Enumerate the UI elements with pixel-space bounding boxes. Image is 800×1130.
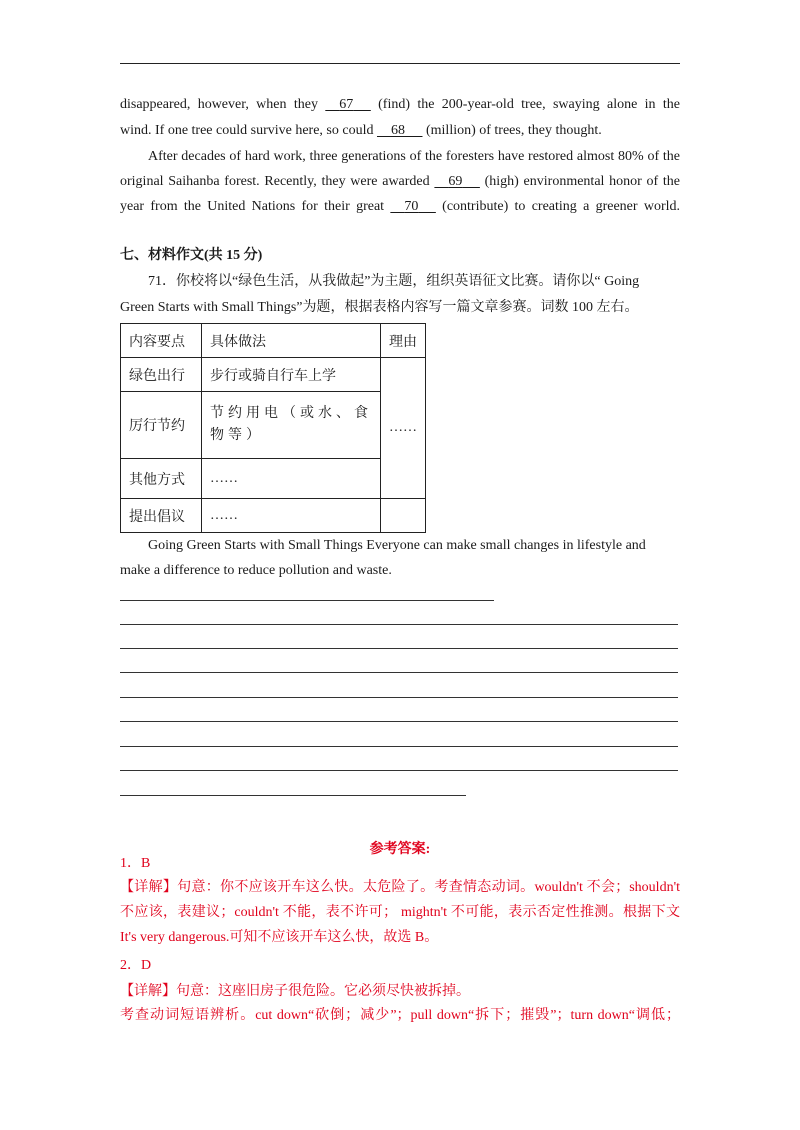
table-cell-point: 提出倡议	[121, 499, 202, 533]
passage-line-1: disappeared, however, when they 67 (find) the 200-year-old tree, swaying alone in the	[120, 92, 680, 117]
answer-1-explanation: 【详解】句意：你不应该开车这么快。太危险了。考查情态动词。wouldn't 不会；shouldn't	[120, 880, 680, 895]
prompt-line-2: Green Starts with Small Things”为题，根据表格内容写一篇文章参赛。词数 100 左右。	[120, 300, 639, 315]
passage-line-5: year from the United Nations for their great 70 (contribute) to creating a greener world.	[120, 194, 680, 219]
table-header-cell: 具体做法	[202, 324, 381, 358]
table-row	[121, 459, 426, 499]
table-cell-method: 节约用电（或水、食物等）	[202, 392, 381, 459]
table-cell-method: 步行或骑自行车上学	[202, 358, 381, 392]
writing-line	[120, 770, 678, 771]
header-rule	[120, 63, 680, 64]
table-row	[121, 358, 426, 392]
writing-line	[120, 648, 678, 649]
table-cell-point: 其他方式	[121, 459, 202, 499]
writing-line	[120, 746, 678, 747]
blank-69: 69	[448, 174, 463, 189]
table-cell-method: ……	[202, 499, 381, 533]
table-header-row	[121, 324, 426, 358]
answer-2-explanation: 考查动词短语辨析。cut down“砍倒；减少”；pull down“拆下；摧毁”；turn down“调低；	[120, 1008, 680, 1023]
prompt-line-1: 71．你校将以“绿色生活，从我做起”为主题，组织英语征文比赛。请你以“ Going	[148, 274, 640, 289]
table-header-cell: 内容要点	[121, 324, 202, 358]
table-cell-method: ……	[202, 459, 381, 499]
blank-68: 68	[390, 123, 405, 138]
passage-line-4: original Saihanba forest. Recently, they were awarded 69 (high) environmental honor of the	[120, 169, 680, 194]
passage-line-2: wind. If one tree could survive here, so could 68 (million) of trees, they thought.	[120, 118, 680, 143]
table-cell-point: 厉行节约	[121, 392, 202, 459]
answer-2: 2．D	[120, 958, 152, 973]
section-title: 七、材料作文(共 15 分)	[120, 248, 263, 263]
table-row	[121, 392, 426, 459]
writing-line	[120, 600, 494, 601]
content-table	[120, 323, 426, 533]
writing-line	[120, 697, 678, 698]
answer-1-explanation: It's very dangerous.可知不应该开车这么快，故选 B。	[120, 930, 439, 945]
blank-67: 67	[339, 97, 354, 112]
answers-title: 参考答案:	[369, 842, 431, 857]
passage-line-3: After decades of hard work, three generations of the foresters have restored almost 80% of the	[148, 149, 680, 164]
essay-line-1: Going Green Starts with Small Things Everyone can make small changes in lifestyle and	[148, 538, 646, 553]
table-cell-reason-empty	[381, 499, 426, 533]
writing-line	[120, 721, 678, 722]
table-row	[121, 499, 426, 533]
table-cell-point: 绿色出行	[121, 358, 202, 392]
table-cell-reason: ……	[381, 358, 426, 499]
blank-70: 70	[404, 199, 419, 214]
writing-line	[120, 672, 678, 673]
answer-2-explanation: 【详解】句意：这座旧房子很危险。它必须尽快被拆掉。	[120, 984, 470, 999]
writing-line	[120, 624, 678, 625]
essay-line-2: make a difference to reduce pollution and waste.	[120, 563, 392, 578]
table-header-cell: 理由	[381, 324, 426, 358]
answer-1: 1．B	[120, 856, 151, 871]
answer-1-explanation: 不应该，表建议；couldn't 不能，表不许可； mightn't 不可能，表示否定性推测。根据下文	[120, 905, 680, 920]
writing-line	[120, 795, 466, 796]
